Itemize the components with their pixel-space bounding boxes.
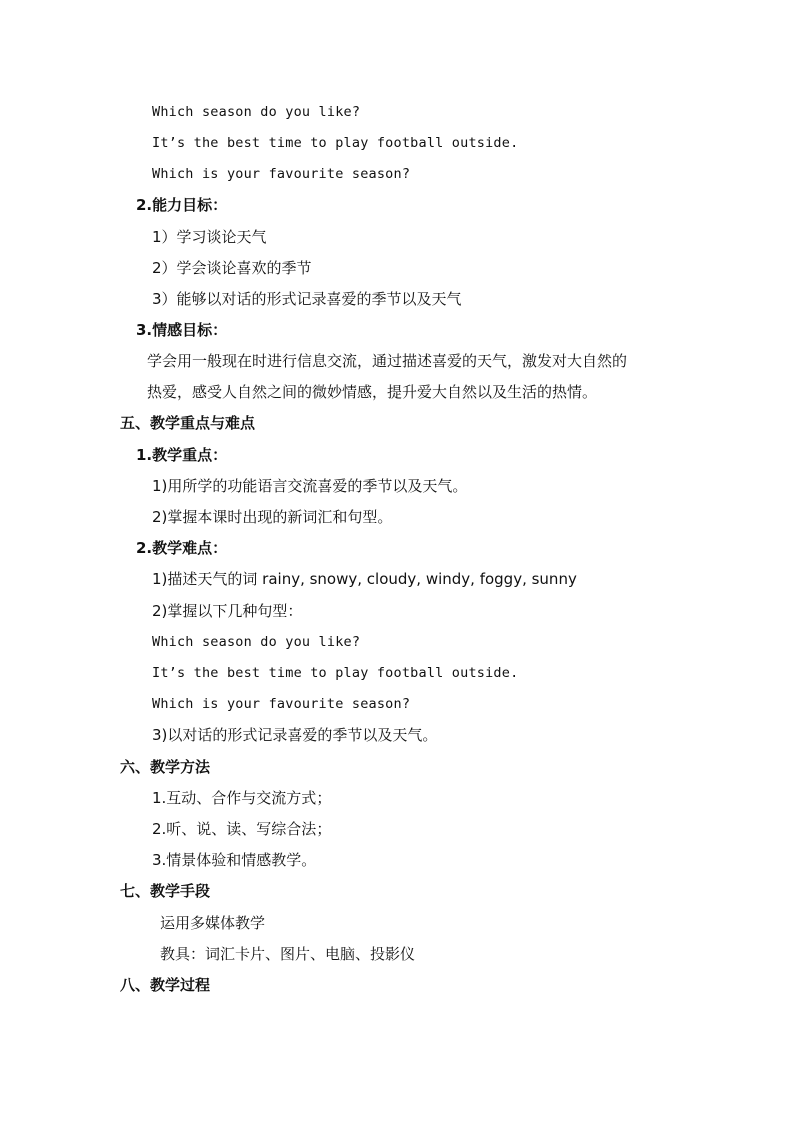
section-heading-6: 六、教学方法: [120, 758, 211, 776]
method-1: 1.互动、合作与交流方式；: [152, 789, 332, 807]
difficulty-3: 3)以对话的形式记录喜爱的季节以及天气。: [152, 726, 438, 744]
difficulty-2: 2)掌握以下几种句型：: [152, 602, 303, 620]
ability-item-1: 1）学习谈论天气: [152, 228, 267, 246]
sentence-best-time: It’s the best time to play football outside.: [152, 135, 519, 151]
section-heading-8: 八、教学过程: [120, 976, 211, 994]
ability-item-3: 3）能够以对话的形式记录喜爱的季节以及天气: [152, 290, 462, 308]
subheading-ability-goals: 2.能力目标：: [136, 196, 228, 214]
difficulty-1: 1)描述天气的词 rainy, snowy, cloudy, windy, foggy, sunny: [152, 570, 577, 588]
section-heading-7: 七、教学手段: [120, 882, 211, 900]
section-heading-5: 五、教学重点与难点: [120, 414, 256, 432]
sentence-favourite-season: Which is your favourite season?: [152, 166, 411, 182]
emotion-text-line-2: 热爱，感受人自然之间的微妙情感，提升爱大自然以及生活的热情。: [147, 383, 598, 401]
teaching-aids: 教具：词汇卡片、图片、电脑、投影仪: [160, 945, 416, 963]
pattern-favourite-season: Which is your favourite season?: [152, 696, 411, 712]
sentence-which-season: Which season do you like?: [152, 104, 361, 120]
subheading-difficulties: 2.教学难点：: [136, 539, 228, 557]
pattern-best-time: It’s the best time to play football outside.: [152, 665, 519, 681]
method-3: 3.情景体验和情感教学。: [152, 851, 317, 869]
means-multimedia: 运用多媒体教学: [160, 914, 266, 932]
emotion-text-line-1: 学会用一般现在时进行信息交流，通过描述喜爱的天气，激发对大自然的: [147, 352, 628, 370]
subheading-key-points: 1.教学重点：: [136, 446, 228, 464]
key-point-1: 1)用所学的功能语言交流喜爱的季节以及天气。: [152, 477, 468, 495]
pattern-which-season: Which season do you like?: [152, 634, 361, 650]
ability-item-2: 2）学会谈论喜欢的季节: [152, 259, 312, 277]
subheading-emotion-goals: 3.情感目标：: [136, 321, 228, 339]
method-2: 2.听、说、读、写综合法；: [152, 820, 332, 838]
key-point-2: 2)掌握本课时出现的新词汇和句型。: [152, 508, 393, 526]
